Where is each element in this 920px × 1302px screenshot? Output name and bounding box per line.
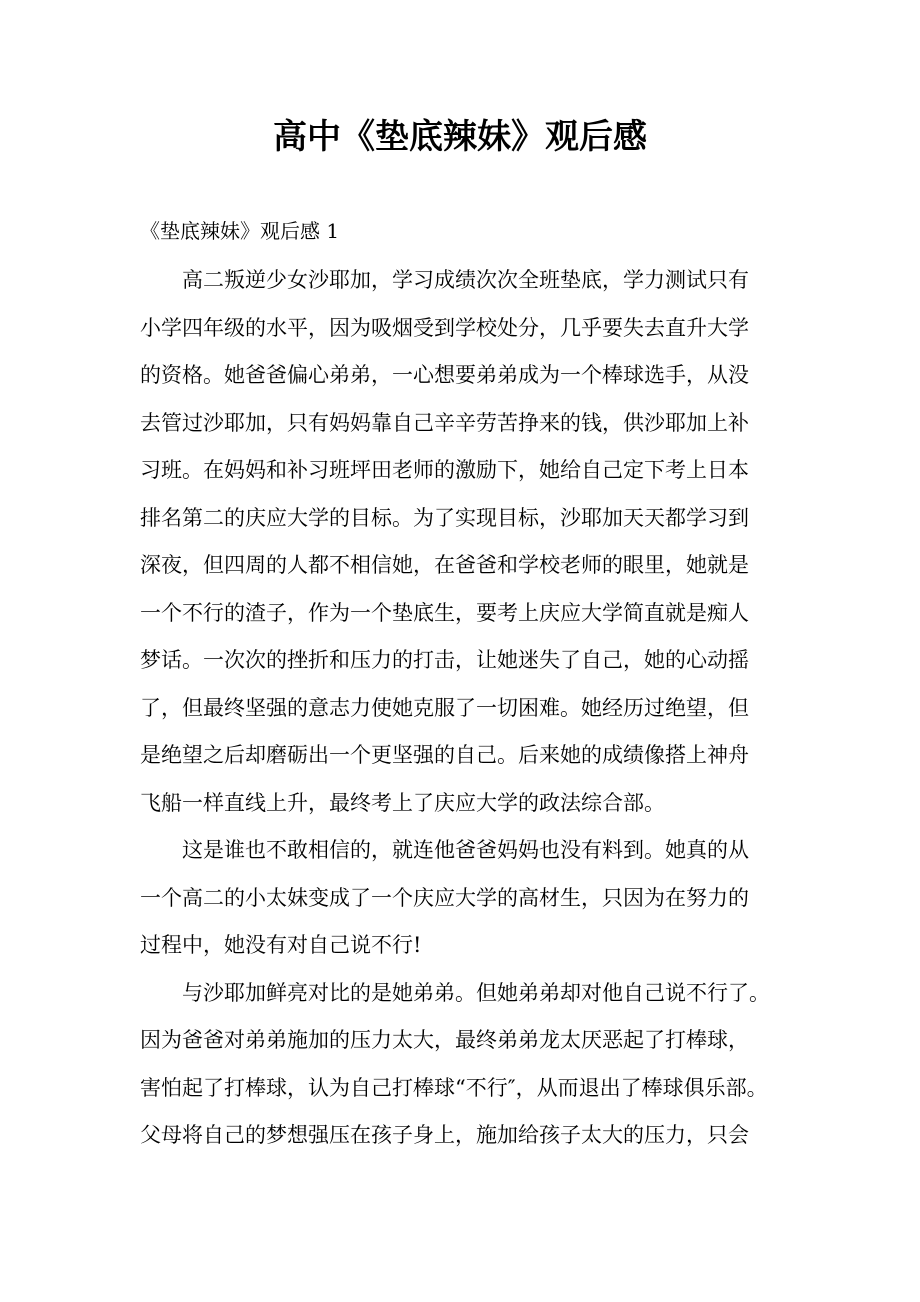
body-text-line: 是绝望之后却磨砺出一个更坚强的自己。后来她的成绩像搭上神舟 — [140, 743, 749, 767]
body-text-line: 高二叛逆少女沙耶加，学习成绩次次全班垫底，学力测试只有 — [182, 268, 749, 292]
body-text-line: 排名第二的庆应大学的目标。为了实现目标，沙耶加天天都学习到 — [140, 505, 749, 530]
body-text-line: 去管过沙耶加，只有妈妈靠自己辛辛劳苦挣来的钱，供沙耶加上补 — [140, 410, 749, 435]
body-text-line: 因为爸爸对弟弟施加的压力太大，最终弟弟龙太厌恶起了打棒球， — [140, 1028, 749, 1052]
document-body — [140, 266, 800, 1169]
body-text-line: 了，但最终坚强的意志力使她克服了一切困难。她经历过绝望，但 — [140, 695, 749, 720]
body-text-line: 一个不行的渣子，作为一个垫底生，要考上庆应大学简直就是痴人 — [140, 600, 749, 625]
body-text-line: 梦话。一次次的挫折和压力的打击，让她迷失了自己，她的心动摇 — [140, 648, 749, 672]
body-text-line: 害怕起了打棒球，认为自己打棒球“不行″，从而退出了棒球俱乐部。 — [140, 1075, 768, 1100]
body-text-line: 一个高二的小太妹变成了一个庆应大学的高材生，只因为在努力的 — [140, 885, 749, 910]
body-text-line: 小学四年级的水平，因为吸烟受到学校处分，几乎要失去直升大学 — [140, 315, 749, 340]
body-text-line: 这是谁也不敢相信的，就连他爸爸妈妈也没有料到。她真的从 — [182, 838, 749, 862]
body-text-line: 过程中，她没有对自己说不行! — [140, 933, 422, 957]
body-text-line: 的资格。她爸爸偏心弟弟，一心想要弟弟成为一个棒球选手，从没 — [140, 363, 749, 387]
body-text-line: 与沙耶加鲜亮对比的是她弟弟。但她弟弟却对他自己说不行了。 — [182, 980, 770, 1005]
section-title: 《垫底辣妹》观后感 1 — [140, 219, 340, 243]
body-text-line: 父母将自己的梦想强压在孩子身上，施加给孩子太大的压力，只会 — [140, 1123, 749, 1147]
document-title: 高中《垫底辣妹》观后感 — [273, 117, 647, 157]
body-text-line: 深夜，但四周的人都不相信她，在爸爸和学校老师的眼里，她就是 — [140, 553, 749, 577]
body-text-line: 飞船一样直线上升，最终考上了庆应大学的政法综合部。 — [140, 790, 665, 815]
body-text-line: 习班。在妈妈和补习班坪田老师的激励下，她给自己定下考上日本 — [140, 458, 749, 482]
